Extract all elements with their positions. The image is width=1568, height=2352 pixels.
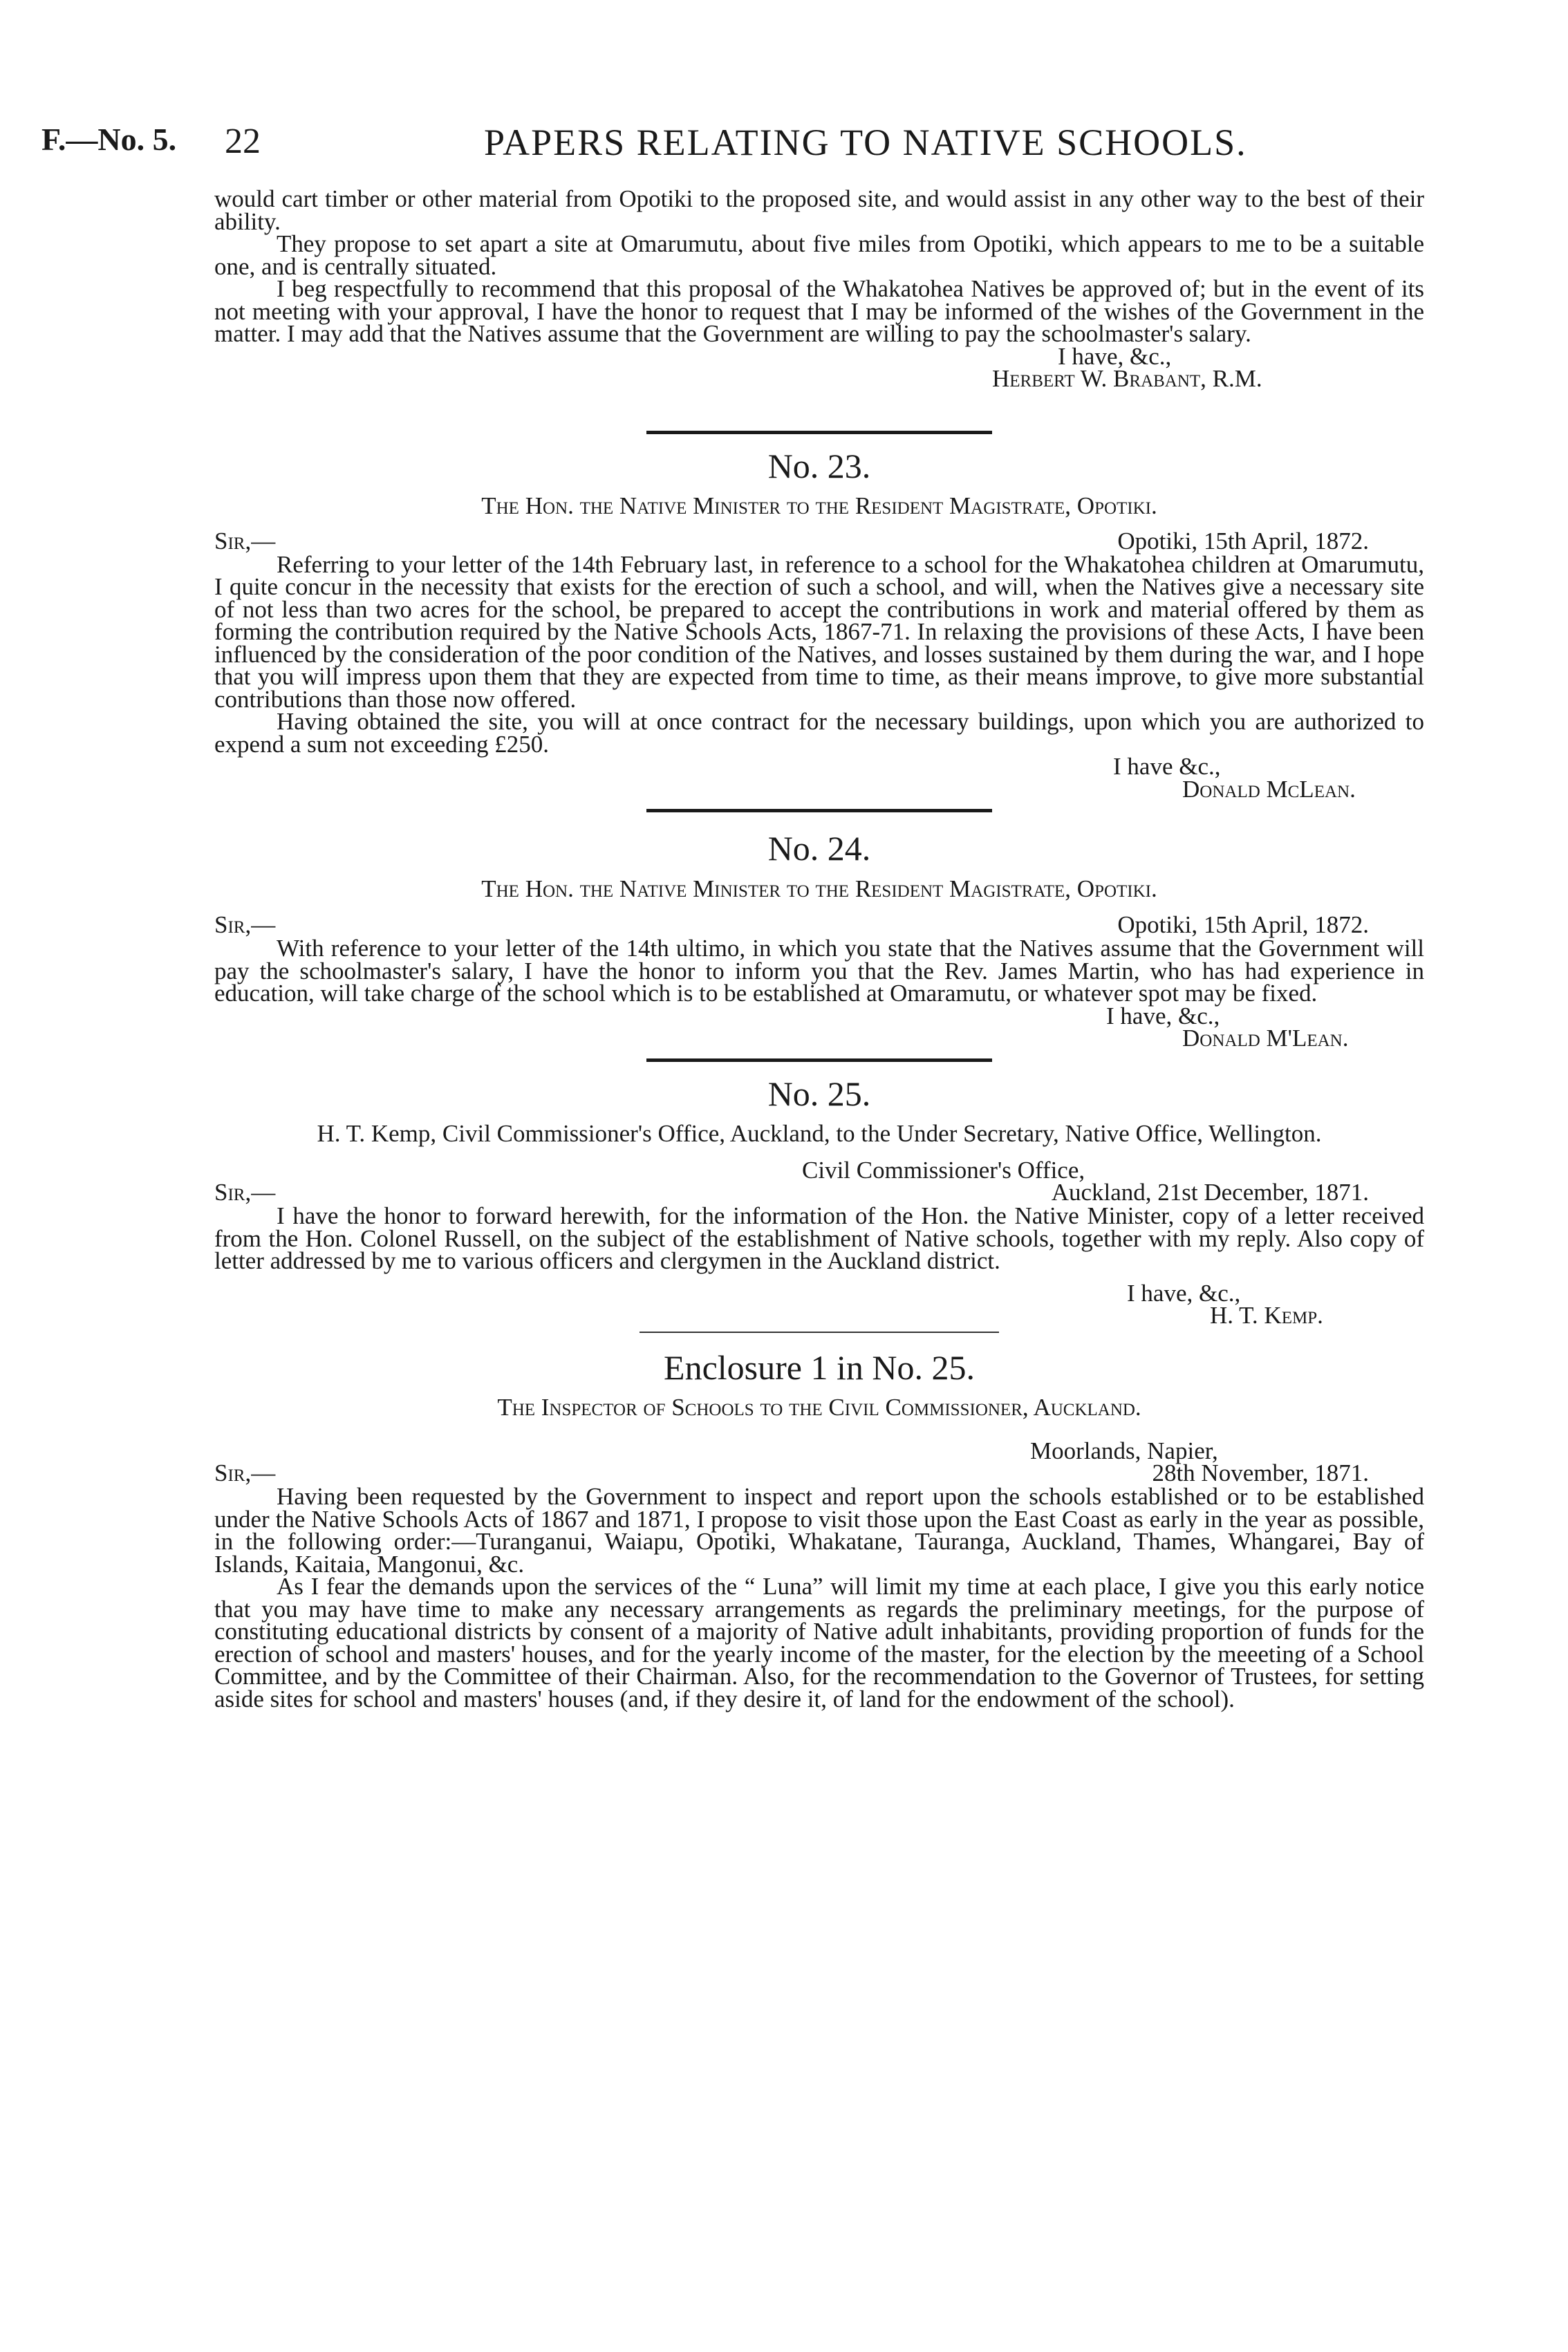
salutation-row [214,1179,1424,1206]
letter-from-to-text: H. T. Kemp, Civil Commissioner's Office, Auckland, to the Under Secretary, Native Office, Wellington. [317,1120,1322,1147]
signature: Donald M'Lean. [1182,1025,1349,1052]
letter-from-to: The Inspector of Schools to the Civil Commissioner, Auckland. [497,1394,1141,1421]
salutation: Sir,— [214,527,276,554]
section-divider [646,1058,992,1062]
paragraph: Having been requested by the Government to inspect and report upon the schools established or to be established under the Native Schools Acts of 1867 and 1871, I propose to visit those upon the East Coast as early in the year as possible, in the following order:—Turanganui, Waiapu, Opotiki, Whakatane, Tauranga, Auckland, Thames, Whangarei, Bay of Islands, Kaitaia, Mangonui, &c. [214,1483,1424,1578]
place-date: 28th November, 1871. [1152,1459,1369,1486]
closing: I have, &c., [1106,1002,1220,1029]
document-body [214,185,1424,1712]
address-line: Moorlands, Napier, [1030,1437,1218,1464]
section-divider [640,1332,999,1333]
letter-from-to: The Hon. the Native Minister to the Resident Magistrate, Opotiki. [481,492,1157,519]
enclosure-heading: Enclosure 1 in No. 25. [664,1347,975,1387]
letter-no-25 [214,1074,1424,1329]
place-date: Opotiki, 15th April, 1872. [1117,911,1369,938]
paragraph: I beg respectfully to recommend that this proposal of the Whakatohea Natives be approved of; but in the event of its not meeting with your approval, I have the honor to request that I may be informed of the wishes of the Government in the matter. I may add that the Natives assume that the Government are willing to pay the schoolmaster's salary. [214,275,1424,347]
letter-no-24 [214,829,1424,1052]
paragraph: Having obtained the site, you will at once contract for the necessary buildings, upon which you are authorized to expend a sum not exceeding £250. [214,708,1424,758]
paragraph: They propose to set apart a site at Omarumutu, about five miles from Opotiki, which appears to me to be a suitable one, and is centrally situated. [214,230,1424,280]
letter-from-to [214,1120,1424,1147]
signature: Donald McLean. [1182,775,1356,803]
letter-heading: No. 24. [767,829,871,868]
signature: Herbert W. Brabant, R.M. [992,365,1262,392]
salutation-row [214,911,1424,938]
running-title: PAPERS RELATING TO NATIVE SCHOOLS. [484,122,1247,163]
paragraph: As I fear the demands upon the services of the “ Luna” will limit my time at each place, I give you this early notice that you may have time to make any necessary arrangements as regards the preliminary meetings, for the purpose of constituting educational districts by consent of a majority of Native adult inhabitants, providing proportion of funds for the erection of school and masters' houses, and for the yearly income of the master, for the election by the meeeting of a School Committee, and by the Committee of their Chairman. Also, for the recommendation to the Governor of Trustees, for setting aside sites for school and masters' houses (and, if they desire it, of land for the endowment of the school). [214,1573,1424,1712]
letter-heading: No. 25. [767,1074,871,1113]
paragraph: With reference to your letter of the 14th ultimo, in which you state that the Natives assume that the Government will pay the schoolmaster's salary, I have the honor to inform you that the Rev. James Martin, who has had experience in education, will take charge of the school which is to be established at Omaramutu, or whatever spot may be fixed. [214,935,1424,1007]
enclosure-1-no-25 [214,1347,1424,1712]
signature: H. T. Kemp. [1210,1302,1323,1329]
letter-from-to: The Hon. the Native Minister to the Resident Magistrate, Opotiki. [481,875,1157,902]
section-divider [646,809,992,812]
salutation: Sir,— [214,1459,276,1486]
closing: I have, &c., [1058,342,1172,370]
closing: I have &c., [1113,753,1221,780]
salutation: Sir,— [214,911,276,938]
address-line: Civil Commissioner's Office, [802,1156,1085,1184]
place-date: Opotiki, 15th April, 1872. [1117,527,1369,554]
letter-heading: No. 23. [767,446,871,485]
section-divider [646,431,992,434]
letter-no-23 [214,446,1424,803]
page-number: 22 [225,122,261,161]
closing: I have, &c., [1127,1279,1241,1307]
salutation: Sir,— [214,1179,276,1206]
paragraph: I have the honor to forward herewith, for the information of the Hon. the Native Minister, copy of a letter received from the Hon. Colonel Russell, on the subject of the establishment of Native schools, together with my reply. Also copy of letter addressed by me to various officers and clergymen in the Auckland district. [214,1202,1424,1274]
salutation-row [214,1459,1424,1486]
paragraph: would cart timber or other material from Opotiki to the proposed site, and would assist in any other way to the best of their ability. [214,185,1424,235]
letter-continuation [214,185,1424,392]
paper-reference: F.—No. 5. [41,122,177,157]
paragraph: Referring to your letter of the 14th February last, in reference to a school for the Whakatohea children at Omarumutu, I quite concur in the necessity that exists for the erection of such a school, and will, when the Natives give a necessary site of not less than two acres for the school, be prepared to accept the contributions in work and material offered by them as forming the contribution required by the Native Schools Acts, 1867-71. In relaxing the provisions of these Acts, I have been influenced by the consideration of the poor condition of the Natives, and losses sustained by them during the war, and I hope that you will impress upon them that they are expected from time to time, as their means improve, to give more substantial contributions than those now offered. [214,550,1424,713]
place-date: Auckland, 21st December, 1871. [1051,1179,1369,1206]
salutation-row [214,527,1424,554]
page-header [41,121,1424,169]
